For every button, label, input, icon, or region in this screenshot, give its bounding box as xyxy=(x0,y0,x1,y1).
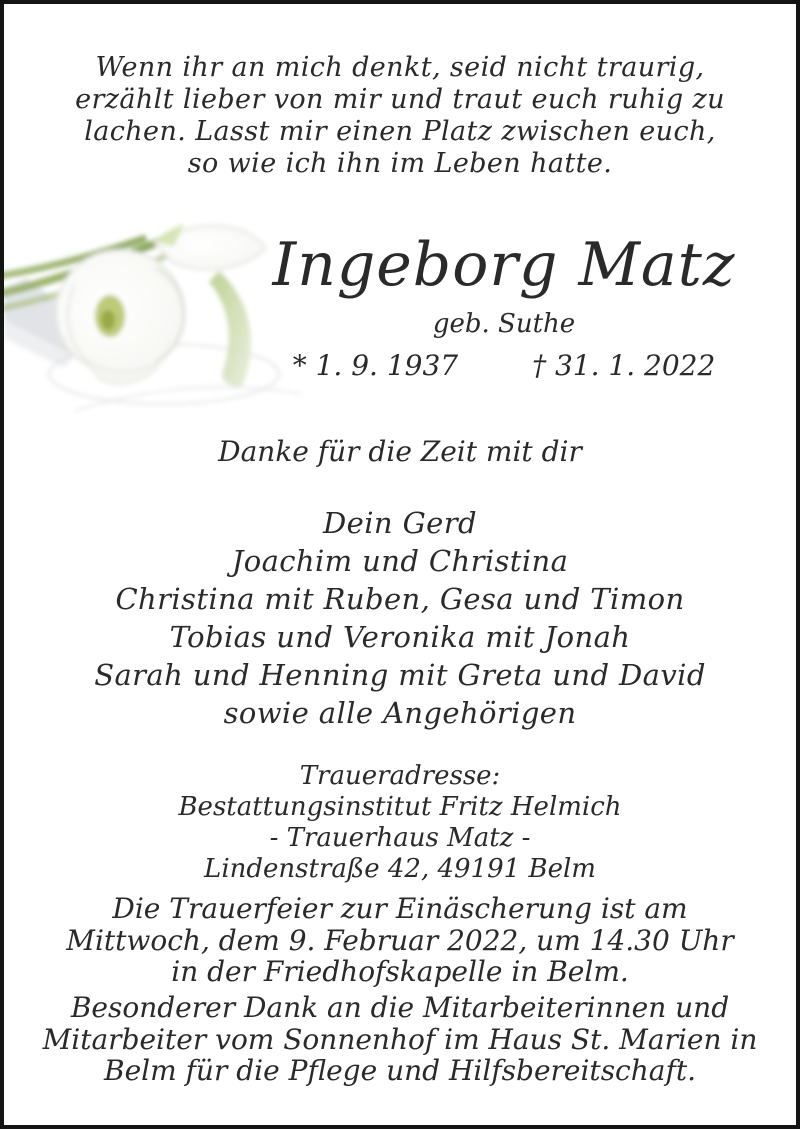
service-line: Mittwoch, dem 9. Februar 2022, um 14.30 Uhr xyxy=(66,923,734,957)
mourner-line: Sarah und Henning mit Greta und David xyxy=(94,658,706,692)
mourner-line: sowie alle Angehörigen xyxy=(223,696,577,730)
address-label: Traueradresse: xyxy=(299,761,501,791)
mourner-line: Christina mit Ruben, Gesa und Timon xyxy=(115,582,685,616)
gratitude-line: Mitarbeiter vom Sonnenhof im Haus St. Marien in xyxy=(42,1022,758,1056)
mourning-address xyxy=(4,761,796,885)
address-line: Lindenstraße 42, 49191 Belm xyxy=(204,854,596,884)
gratitude-line: Belm für die Pflege und Hilfsbereitschaft. xyxy=(104,1054,696,1087)
gratitude-paragraph xyxy=(4,992,796,1087)
quote-line: so wie ich ihn im Leben hatte. xyxy=(187,148,613,179)
quote-line: Wenn ihr an mich denkt, seid nicht traurig, xyxy=(95,52,705,83)
quote-line: erzählt lieber von mir und traut euch ruhig zu xyxy=(75,84,725,115)
life-dates xyxy=(244,350,764,382)
mourners-list xyxy=(4,504,796,732)
deceased-header xyxy=(244,232,764,382)
mourner-line: Joachim und Christina xyxy=(231,544,569,578)
address-line: - Trauerhaus Matz - xyxy=(269,823,531,853)
mourner-line: Tobias und Veronika mit Jonah xyxy=(169,620,631,654)
quote-line: lachen. Lasst mir einen Platz zwischen euch, xyxy=(84,116,716,147)
mourner-line: Dein Gerd xyxy=(323,506,477,540)
birth-date: * 1. 9. 1937 xyxy=(292,349,459,382)
gratitude-line: Besonderer Dank an die Mitarbeiterinnen und xyxy=(70,991,730,1024)
address-line: Bestattungsinstitut Fritz Helmich xyxy=(178,792,622,822)
funeral-service-info xyxy=(4,893,796,988)
service-line: in der Friedhofskapelle in Belm. xyxy=(171,955,629,988)
thanks-line: Danke für die Zeit mit dir xyxy=(218,435,582,468)
memorial-quote xyxy=(4,52,796,180)
maiden-name: geb. Suthe xyxy=(432,309,576,339)
service-line: Die Trauerfeier zur Einäscherung ist am xyxy=(112,892,688,925)
death-date: † 31. 1. 2022 xyxy=(532,349,716,382)
deceased-name: Ingeborg Matz xyxy=(272,230,736,300)
